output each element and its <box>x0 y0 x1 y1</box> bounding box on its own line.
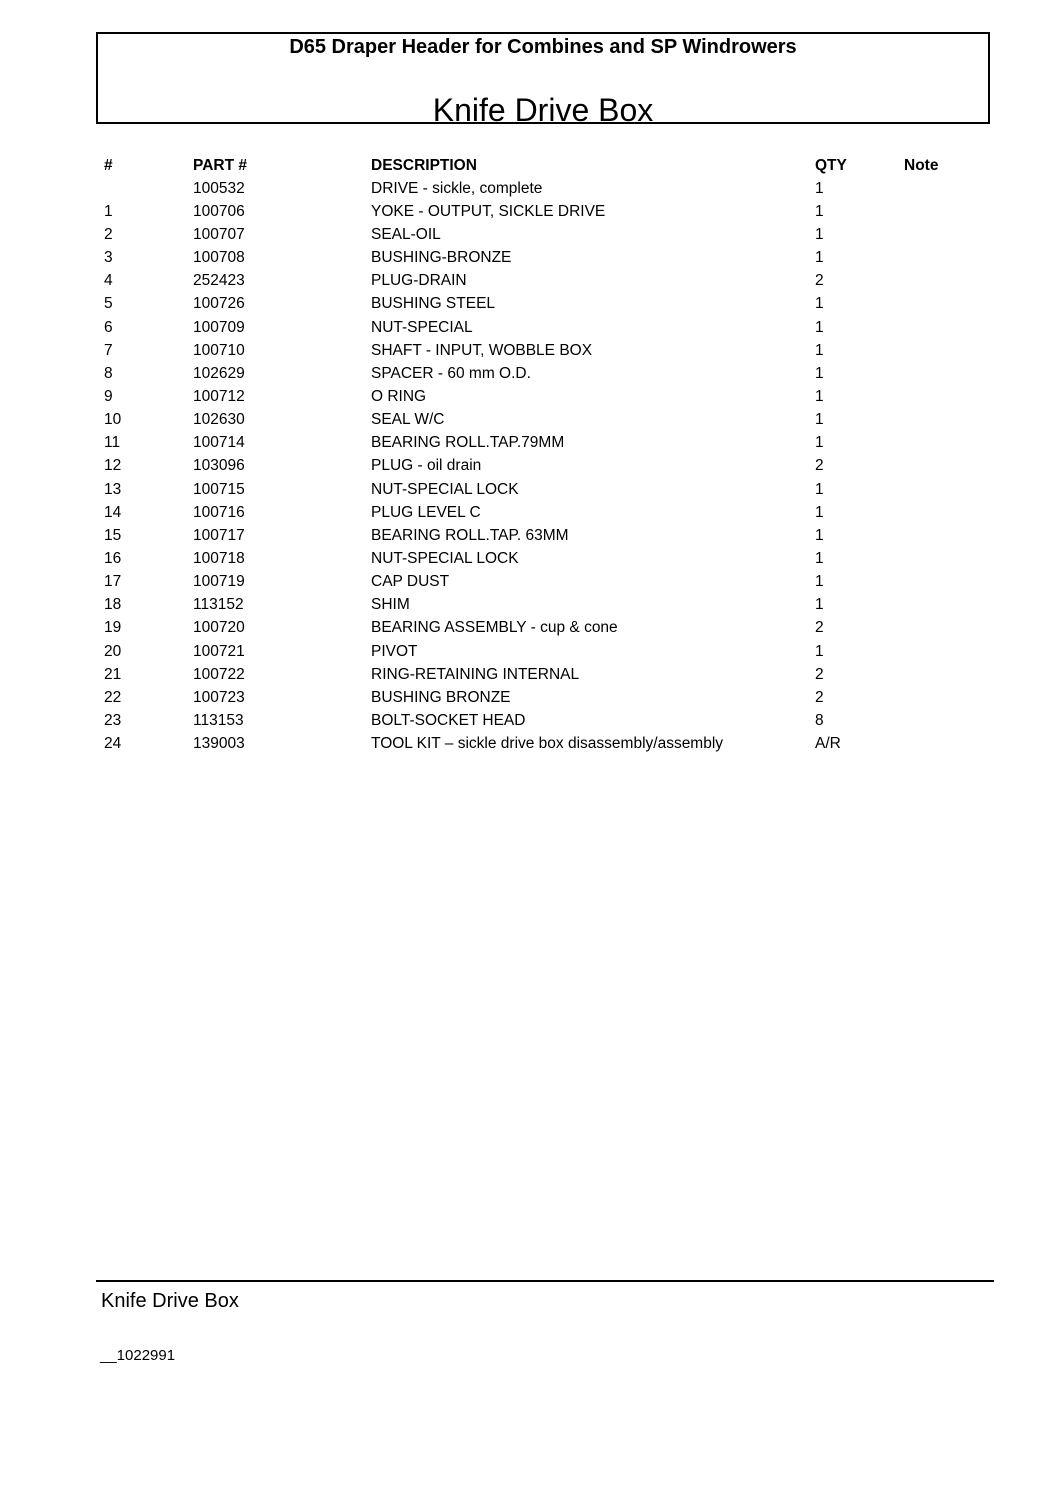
cell-number: 16 <box>104 549 122 567</box>
cell-qty: 1 <box>815 549 824 567</box>
cell-qty: A/R <box>815 735 841 753</box>
cell-description: DRIVE - sickle, complete <box>371 179 543 197</box>
cell-number: 18 <box>104 596 122 614</box>
column-header-description: DESCRIPTION <box>371 156 477 174</box>
cell-qty: 1 <box>815 318 824 336</box>
cell-part-number: 100707 <box>193 225 245 243</box>
table-row <box>104 362 964 385</box>
section-title: Knife Drive Box <box>432 92 654 128</box>
cell-part-number: 100718 <box>193 549 245 567</box>
cell-part-number: 100726 <box>193 295 245 313</box>
cell-number: 22 <box>104 688 122 706</box>
table-row <box>104 223 964 246</box>
cell-qty: 1 <box>815 434 824 452</box>
cell-part-number: 102630 <box>193 411 245 429</box>
cell-note <box>904 733 964 756</box>
table-header-row <box>104 154 964 177</box>
cell-note <box>904 223 964 246</box>
cell-qty: 1 <box>815 225 824 243</box>
cell-number: 1 <box>104 202 113 220</box>
cell-part-number: 100721 <box>193 642 245 660</box>
cell-description: BUSHING STEEL <box>371 295 496 313</box>
parts-table-body <box>104 177 964 756</box>
table-row <box>104 547 964 570</box>
cell-description: PLUG - oil drain <box>371 457 482 475</box>
cell-note <box>904 270 964 293</box>
cell-number <box>104 177 193 200</box>
cell-qty: 2 <box>815 619 824 637</box>
cell-note <box>904 640 964 663</box>
cell-note <box>904 247 964 270</box>
cell-description: PLUG LEVEL C <box>371 503 481 521</box>
cell-description: PIVOT <box>371 642 418 660</box>
cell-note <box>904 524 964 547</box>
table-row <box>104 501 964 524</box>
table-row <box>104 409 964 432</box>
cell-number: 6 <box>104 318 113 336</box>
cell-number: 23 <box>104 711 122 729</box>
table-row <box>104 617 964 640</box>
cell-part-number: 100722 <box>193 665 245 683</box>
footer-divider <box>96 1280 994 1282</box>
table-row <box>104 339 964 362</box>
table-row <box>104 455 964 478</box>
table-row <box>104 571 964 594</box>
cell-number: 5 <box>104 295 113 313</box>
cell-qty: 2 <box>815 457 824 475</box>
cell-description: TOOL KIT – sickle drive box disassembly/assembly <box>371 735 724 753</box>
cell-description: BUSHING-BRONZE <box>371 249 512 267</box>
cell-part-number: 102629 <box>193 364 245 382</box>
table-row <box>104 733 964 756</box>
cell-note <box>904 617 964 640</box>
footer-title: Knife Drive Box <box>101 1290 239 1312</box>
cell-note <box>904 594 964 617</box>
parts-table <box>104 154 964 756</box>
table-row <box>104 293 964 316</box>
cell-note <box>904 362 964 385</box>
table-row <box>104 177 964 200</box>
cell-description: BEARING ROLL.TAP. 63MM <box>371 526 569 544</box>
cell-qty: 1 <box>815 503 824 521</box>
cell-number: 10 <box>104 411 122 429</box>
cell-qty: 1 <box>815 411 824 429</box>
cell-note <box>904 571 964 594</box>
cell-qty: 1 <box>815 179 824 197</box>
cell-part-number: 100708 <box>193 249 245 267</box>
cell-qty: 1 <box>815 202 824 220</box>
cell-number: 13 <box>104 480 122 498</box>
cell-note <box>904 200 964 223</box>
cell-note <box>904 177 964 200</box>
cell-description: O RING <box>371 387 427 405</box>
cell-part-number: 100715 <box>193 480 245 498</box>
cell-qty: 1 <box>815 642 824 660</box>
column-header-qty: QTY <box>815 156 847 174</box>
cell-number: 2 <box>104 225 113 243</box>
table-row <box>104 640 964 663</box>
cell-part-number: 100717 <box>193 526 245 544</box>
table-row <box>104 432 964 455</box>
table-row <box>104 686 964 709</box>
cell-description: RING-RETAINING INTERNAL <box>371 665 580 683</box>
column-header-number: # <box>104 156 113 174</box>
cell-note <box>904 455 964 478</box>
cell-part-number: 113152 <box>193 596 244 614</box>
cell-number: 21 <box>104 665 122 683</box>
cell-description: SHIM <box>371 596 410 614</box>
title-box <box>96 32 990 128</box>
cell-note <box>904 709 964 732</box>
cell-number: 3 <box>104 249 113 267</box>
cell-description: NUT-SPECIAL LOCK <box>371 549 519 567</box>
cell-description: CAP DUST <box>371 573 450 591</box>
cell-qty: 1 <box>815 364 824 382</box>
cell-note <box>904 385 964 408</box>
cell-description: SHAFT - INPUT, WOBBLE BOX <box>371 341 593 359</box>
table-row <box>104 594 964 617</box>
cell-note <box>904 547 964 570</box>
cell-part-number: 100706 <box>193 202 245 220</box>
cell-part-number: 100709 <box>193 318 245 336</box>
table-row <box>104 247 964 270</box>
table-row <box>104 478 964 501</box>
cell-description: YOKE - OUTPUT, SICKLE DRIVE <box>371 202 606 220</box>
cell-description: BEARING ROLL.TAP.79MM <box>371 434 565 452</box>
cell-note <box>904 478 964 501</box>
cell-part-number: 252423 <box>193 272 245 290</box>
cell-number: 24 <box>104 735 122 753</box>
cell-note <box>904 409 964 432</box>
cell-description: SEAL W/C <box>371 411 445 429</box>
cell-qty: 1 <box>815 249 824 267</box>
cell-number: 12 <box>104 457 122 475</box>
cell-qty: 2 <box>815 272 824 290</box>
table-row <box>104 316 964 339</box>
cell-number: 19 <box>104 619 122 637</box>
cell-number: 7 <box>104 341 113 359</box>
cell-qty: 1 <box>815 480 824 498</box>
cell-part-number: 100720 <box>193 619 245 637</box>
cell-number: 11 <box>104 434 121 452</box>
cell-qty: 1 <box>815 526 824 544</box>
cell-part-number: 113153 <box>193 711 244 729</box>
cell-part-number: 103096 <box>193 457 245 475</box>
cell-number: 20 <box>104 642 122 660</box>
cell-description: BUSHING BRONZE <box>371 688 511 706</box>
document-title: D65 Draper Header for Combines and SP Windrowers <box>289 36 797 58</box>
table-row <box>104 663 964 686</box>
table-row <box>104 270 964 293</box>
cell-part-number: 100723 <box>193 688 245 706</box>
cell-qty: 1 <box>815 596 824 614</box>
cell-part-number: 100710 <box>193 341 245 359</box>
cell-description: BEARING ASSEMBLY - cup & cone <box>371 619 618 637</box>
cell-part-number: 139003 <box>193 735 245 753</box>
table-row <box>104 385 964 408</box>
cell-number: 4 <box>104 272 113 290</box>
cell-part-number: 100719 <box>193 573 245 591</box>
cell-number: 8 <box>104 364 113 382</box>
cell-part-number: 100712 <box>193 387 245 405</box>
table-row <box>104 200 964 223</box>
cell-note <box>904 339 964 362</box>
cell-note <box>904 432 964 455</box>
cell-qty: 8 <box>815 711 824 729</box>
cell-note <box>904 293 964 316</box>
cell-number: 17 <box>104 573 122 591</box>
cell-number: 14 <box>104 503 122 521</box>
table-row <box>104 709 964 732</box>
cell-description: BOLT-SOCKET HEAD <box>371 711 526 729</box>
cell-note <box>904 316 964 339</box>
cell-description: PLUG-DRAIN <box>371 272 467 290</box>
footer-document-code: __1022991 <box>100 1347 176 1364</box>
cell-description: NUT-SPECIAL <box>371 318 473 336</box>
cell-number: 9 <box>104 387 113 405</box>
cell-part-number: 100716 <box>193 503 245 521</box>
table-row <box>104 524 964 547</box>
cell-qty: 1 <box>815 573 824 591</box>
cell-note <box>904 663 964 686</box>
cell-description: SPACER - 60 mm O.D. <box>371 364 531 382</box>
cell-note <box>904 501 964 524</box>
cell-qty: 2 <box>815 688 824 706</box>
column-header-part: PART # <box>193 156 247 174</box>
cell-part-number: 100532 <box>193 179 245 197</box>
cell-qty: 1 <box>815 341 824 359</box>
column-header-note: Note <box>904 156 939 174</box>
cell-number: 15 <box>104 526 122 544</box>
cell-part-number: 100714 <box>193 434 245 452</box>
cell-description: SEAL-OIL <box>371 225 441 243</box>
cell-qty: 1 <box>815 387 824 405</box>
cell-description: NUT-SPECIAL LOCK <box>371 480 519 498</box>
cell-qty: 2 <box>815 665 824 683</box>
cell-note <box>904 686 964 709</box>
cell-qty: 1 <box>815 295 824 313</box>
